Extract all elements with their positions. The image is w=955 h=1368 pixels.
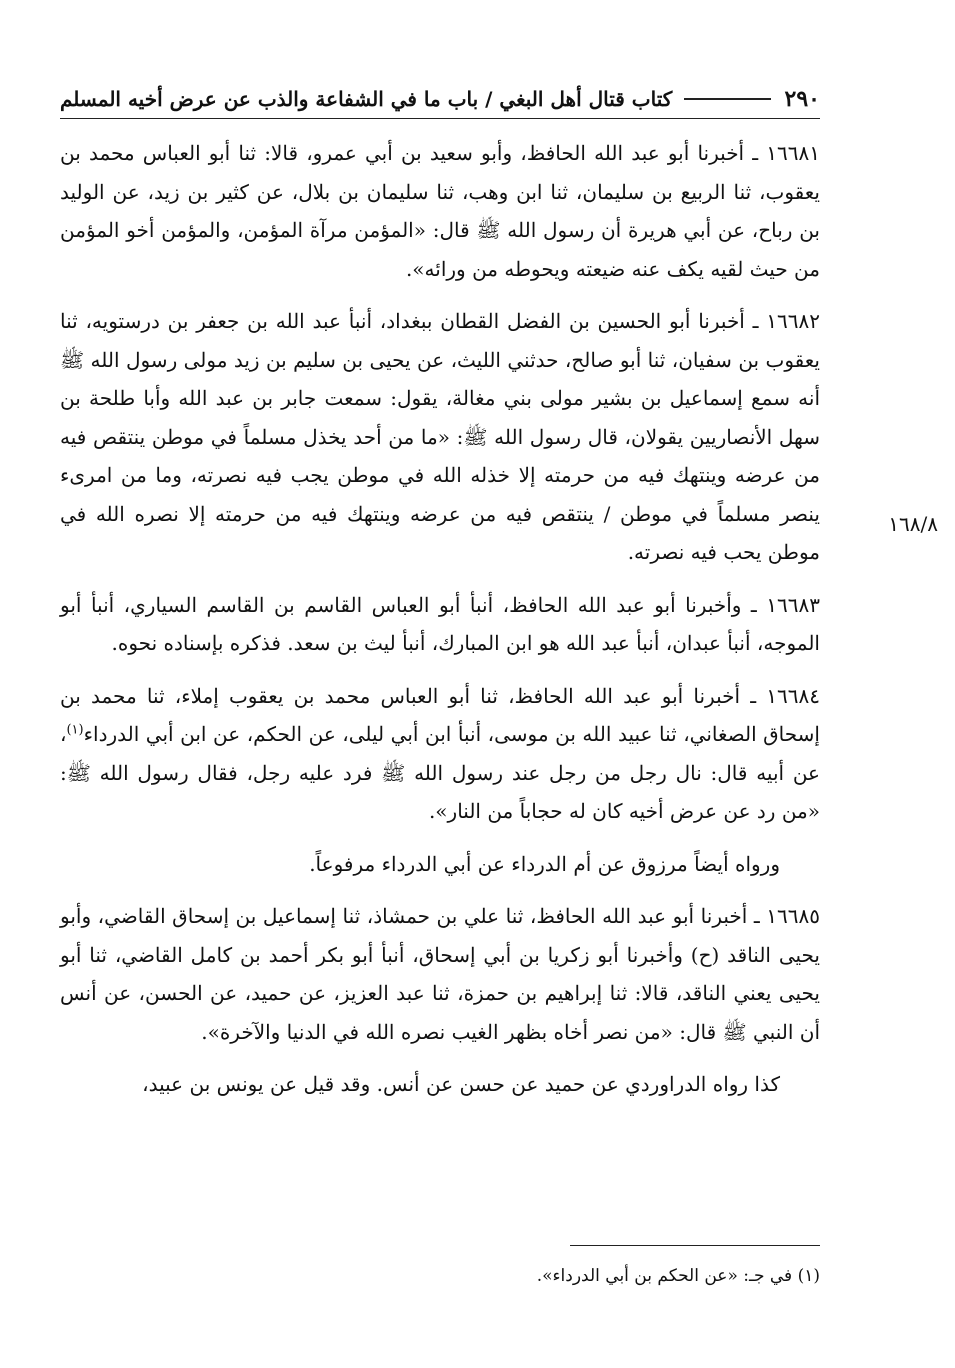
closing-note: كذا رواه الدراوردي عن حميد عن حسن عن أنس. وقد قيل عن يونس بن عبيد، bbox=[142, 1072, 780, 1096]
narration-note: ورواه أيضاً مرزوق عن أم الدرداء عن أبي الدرداء مرفوعاً. bbox=[309, 851, 780, 876]
header-divider bbox=[60, 118, 820, 119]
margin-volume-page: ١٦٨/٨ bbox=[888, 512, 938, 536]
main-text bbox=[60, 134, 820, 1118]
hadith-16683: ١٦٦٨٣ ـ وأخبرنا أبو عبد الله الحافظ، أنبأ أبو العباس القاسم بن القاسم السياري، أنبأ أبو الموجه، أنبأ عبدان، أنبأ عبد الله هو ابن المبارك، أنبأ ليث بن سعد. فذكره بإسناده نحوه. bbox=[60, 592, 820, 655]
hadith-16684-part2: ، عن أبيه قال: نال رجل من رجل عند رسول الله ﷺ فرد عليه رجل، فقال رسول الله ﷺ: «من رد عن عرض أخيه كان له حجاباً من النار». bbox=[60, 722, 820, 823]
hadith-16681: ١٦٦٨١ ـ أخبرنا أبو عبد الله الحافظ، وأبو سعيد بن أبي عمرو، قالا: ثنا أبو العباس محمد بن يعقوب، ثنا الربيع بن سليمان، ثنا ابن وهب، ثنا سليمان بن بلال، عن كثير بن زيد، عن الوليد بن رباح، عن أبي هريرة أن رسول الله ﷺ قال: «المؤمن مرآة المؤمن، والمؤمن أخو المؤمن من حيث لقيه يكف عنه ضيعته ويحوطه من ورائه». bbox=[60, 141, 820, 281]
page-number: ٢٩٠ bbox=[784, 86, 820, 112]
footnote: (١) في جـ: «عن الحكم بن أبي الدرداء». bbox=[536, 1266, 820, 1286]
running-title: كتاب قتال أهل البغي / باب ما في الشفاعة والذب عن عرض أخيه المسلم bbox=[60, 87, 673, 111]
footnote-reference: (١) bbox=[66, 722, 84, 738]
hadith-16685: ١٦٦٨٥ ـ أخبرنا أبو عبد الله الحافظ، ثنا علي بن حمشاذ، ثنا إسماعيل بن إسحاق القاضي، وأبو يحيى الناقد (ح) وأخبرنا أبو زكريا بن أبي إسحاق، أنبأ أبو بكر أحمد بن كامل القاضي، ثنا أبو يحيى يعني الناقد، قالا: ثنا إبراهيم بن حمزة، ثنا عبد العزيز، عن حميد، عن الحسن، عن أنس أن النبي ﷺ قال: «من نصر أخاه بظهر الغيب نصره الله في الدنيا والآخرة». bbox=[60, 904, 820, 1044]
hadith-16684-part1: ١٦٦٨٤ ـ أخبرنا أبو عبد الله الحافظ، ثنا أبو العباس محمد بن يعقوب إملاء، ثنا محمد بن إسحاق الصغاني، ثنا عبيد الله بن موسى، أنبأ ابن أبي ليلى، عن الحكم، عن ابن أبي الدرداء bbox=[60, 683, 820, 746]
header-dash-rule bbox=[684, 98, 770, 100]
footnote-divider bbox=[570, 1245, 820, 1246]
page-header bbox=[60, 82, 820, 116]
hadith-16684 bbox=[60, 677, 820, 831]
hadith-16682: ١٦٦٨٢ ـ أخبرنا أبو الحسين بن الفضل القطان ببغداد، أنبأ عبد الله بن جعفر بن درستويه، ثنا يعقوب بن سفيان، ثنا أبو صالح، حدثني الليث، عن يحيى بن سليم بن زيد مولى رسول الله ﷺ أنه سمع إسماعيل بن بشير مولى بني مغالة، يقول: سمعت جابر بن عبد الله وأبا طلحة بن سهل الأنصاريين يقولان، قال رسول الله ﷺ: «ما من أحد يخذل مسلماً في موطن ينتقص فيه من عرضه وينتهك فيه من حرمته إلا خذله الله في موطن يجب فيه نصرته، وما من امرىء ينصر مسلماً في موطن / ينتقص فيه من عرضه وينتهك فيه من حرمته إلا نصره الله في موطن يحب فيه نصرته. bbox=[60, 309, 820, 564]
